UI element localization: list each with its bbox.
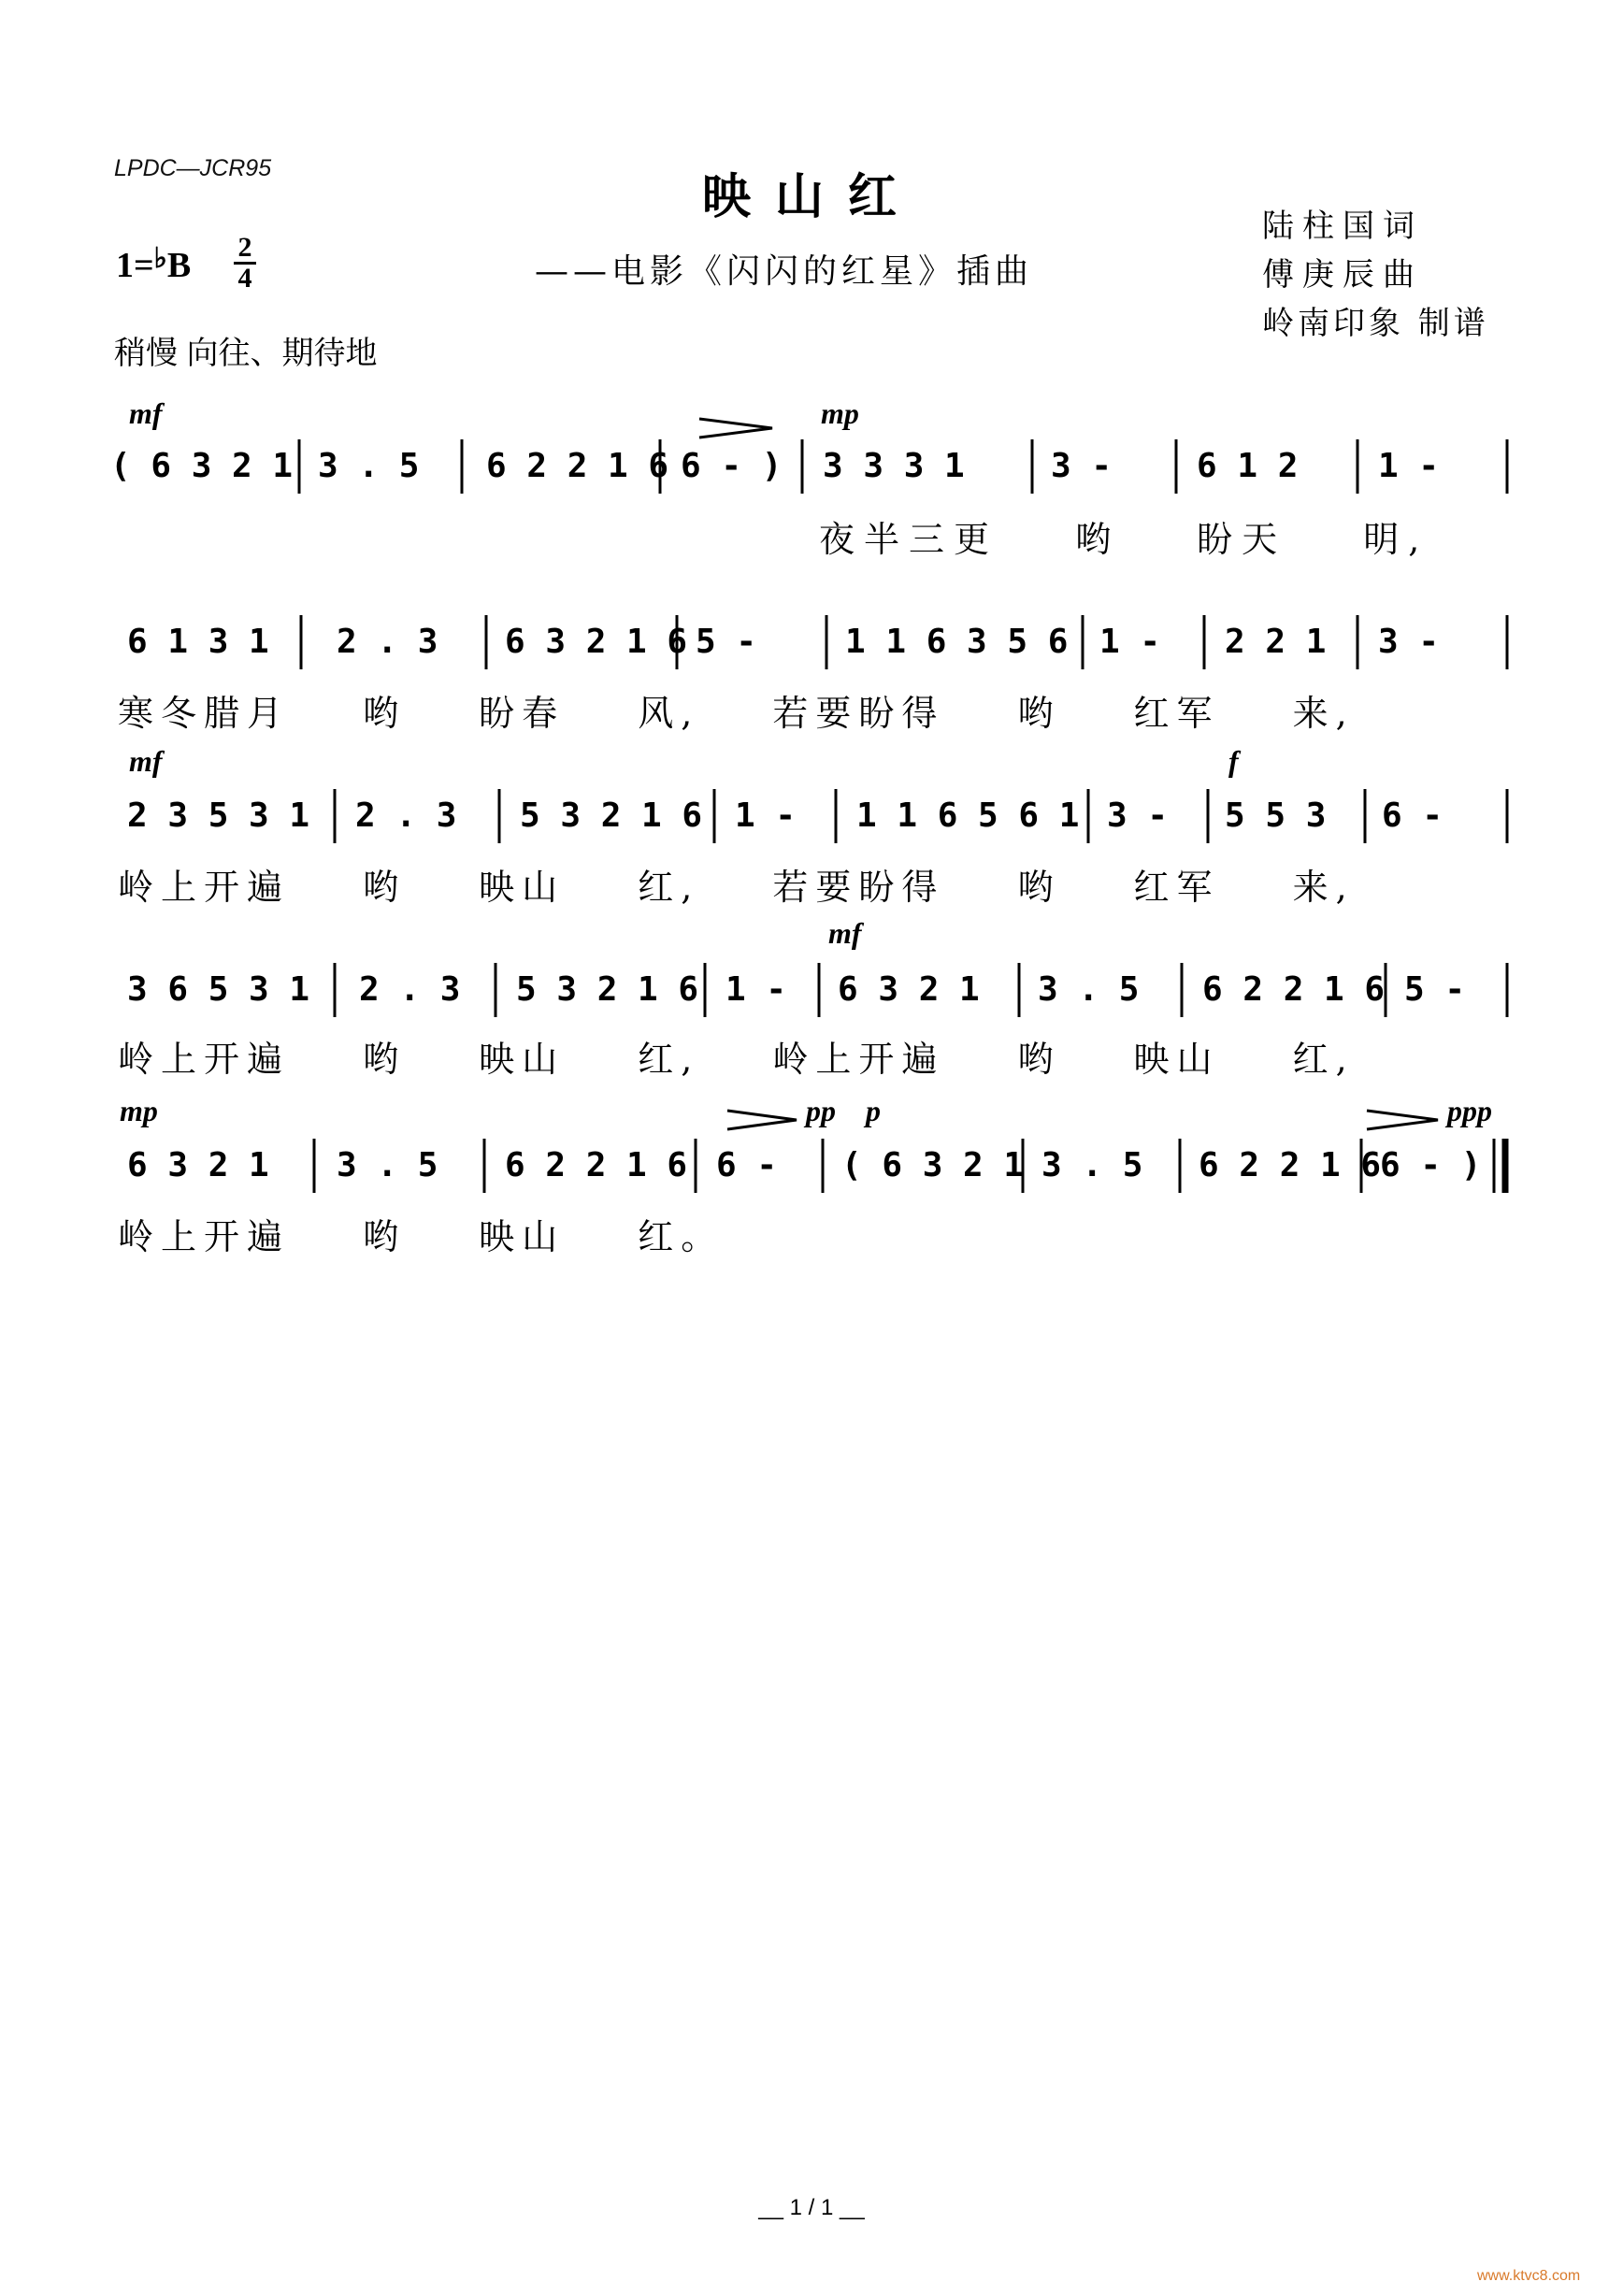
- measure: 1 -: [1099, 623, 1161, 661]
- measure: 3 -: [1107, 796, 1169, 835]
- dynamic-mark: pp: [806, 1094, 836, 1127]
- measure: 2 2 1: [1225, 623, 1327, 661]
- measure: 3 6 5 3 1: [127, 970, 310, 1009]
- lyrics-line: 寒冬腊月 哟 盼春 风, 若要盼得 哟 红军 来,: [118, 693, 1355, 734]
- measure: 6 3 2 1: [127, 1146, 269, 1184]
- measure: 2 . 3: [355, 796, 457, 835]
- measure: 6 2 2 1 6: [505, 1146, 688, 1184]
- measure: 3 . 5: [1038, 970, 1140, 1009]
- measure: 6 -: [716, 1146, 778, 1184]
- dynamic-mark: f: [1228, 744, 1239, 778]
- measure: 6 1 3 1: [127, 623, 269, 661]
- measure: 6 1 2: [1197, 447, 1299, 485]
- score-code: LPDC—JCR95: [114, 155, 272, 181]
- key-letter: B: [166, 246, 192, 285]
- measure: 1 -: [725, 970, 787, 1009]
- measure: 3 . 5: [337, 1146, 438, 1184]
- measure: 3 . 5: [1041, 1146, 1143, 1184]
- measure: 1 -: [1378, 447, 1440, 485]
- measure: 6 2 2 1 6: [1199, 1146, 1382, 1184]
- measure: 5 -: [1404, 970, 1466, 1009]
- watermark: www.ktvc8.com: [1477, 2268, 1581, 2284]
- arranger-credit: 岭南印象 制谱: [1262, 305, 1489, 342]
- measure: ( 6 3 2 1: [110, 447, 294, 485]
- measure: 6 3 2 1: [838, 970, 980, 1009]
- dynamic-mark: ppp: [1447, 1094, 1492, 1127]
- composer-credit: 傅庚辰曲: [1262, 256, 1423, 294]
- dynamic-mark: p: [866, 1094, 881, 1127]
- measure: 6 - ): [1380, 1146, 1482, 1184]
- dynamic-mark: mp: [120, 1094, 158, 1127]
- measure: 1 1 6 3 5 6: [845, 623, 1069, 661]
- tempo-marking: 稍慢 向往、期待地: [114, 336, 378, 371]
- dynamic-mark: mp: [821, 396, 859, 430]
- measure: 2 . 3: [359, 970, 461, 1009]
- measure: 5 -: [696, 623, 757, 661]
- measure: 6 2 2 1 6: [486, 447, 669, 485]
- measure: 2 . 3: [337, 623, 438, 661]
- lyricist-credit: 陆柱国词: [1262, 208, 1423, 245]
- dynamic-mark: mf: [129, 396, 163, 430]
- measure: 6 2 2 1 6: [1202, 970, 1386, 1009]
- measure: 3 -: [1051, 447, 1113, 485]
- page-number: __ 1 / 1 __: [758, 2195, 865, 2220]
- lyrics-line: 岭上开遍 哟 映山 红。: [118, 1216, 725, 1257]
- song-title: 映山红: [701, 168, 921, 225]
- time-denominator: 4: [237, 263, 252, 294]
- time-numerator: 2: [237, 232, 252, 263]
- measure: 5 3 2 1 6: [516, 970, 699, 1009]
- measure: 5 5 3: [1225, 796, 1327, 835]
- dynamic-mark: mf: [129, 744, 163, 778]
- measure: ( 6 3 2 1: [841, 1146, 1025, 1184]
- lyrics-line: 岭上开遍 哟 映山 红, 岭上开遍 哟 映山 红,: [118, 1039, 1355, 1080]
- measure: 6 -: [1382, 796, 1443, 835]
- measure: 3 3 3 1: [823, 447, 965, 485]
- measure: 6 3 2 1 6: [505, 623, 688, 661]
- flat-icon: ♭: [153, 243, 167, 274]
- measure: 3 . 5: [318, 447, 420, 485]
- measure: 1 -: [735, 796, 797, 835]
- measure: 2 3 5 3 1: [127, 796, 310, 835]
- measure: 5 3 2 1 6: [520, 796, 703, 835]
- dynamic-mark: mf: [828, 916, 862, 950]
- measure: 3 -: [1378, 623, 1440, 661]
- song-subtitle: ——电影《闪闪的红星》插曲: [535, 252, 1034, 291]
- key-prefix: 1=: [116, 246, 154, 285]
- measure: 1 1 6 5 6 1: [856, 796, 1080, 835]
- lyrics-line: 岭上开遍 哟 映山 红, 若要盼得 哟 红军 来,: [118, 867, 1355, 908]
- lyrics-line: 夜半三更 哟 盼天 明,: [819, 519, 1429, 560]
- measure: 6 - ): [681, 447, 783, 485]
